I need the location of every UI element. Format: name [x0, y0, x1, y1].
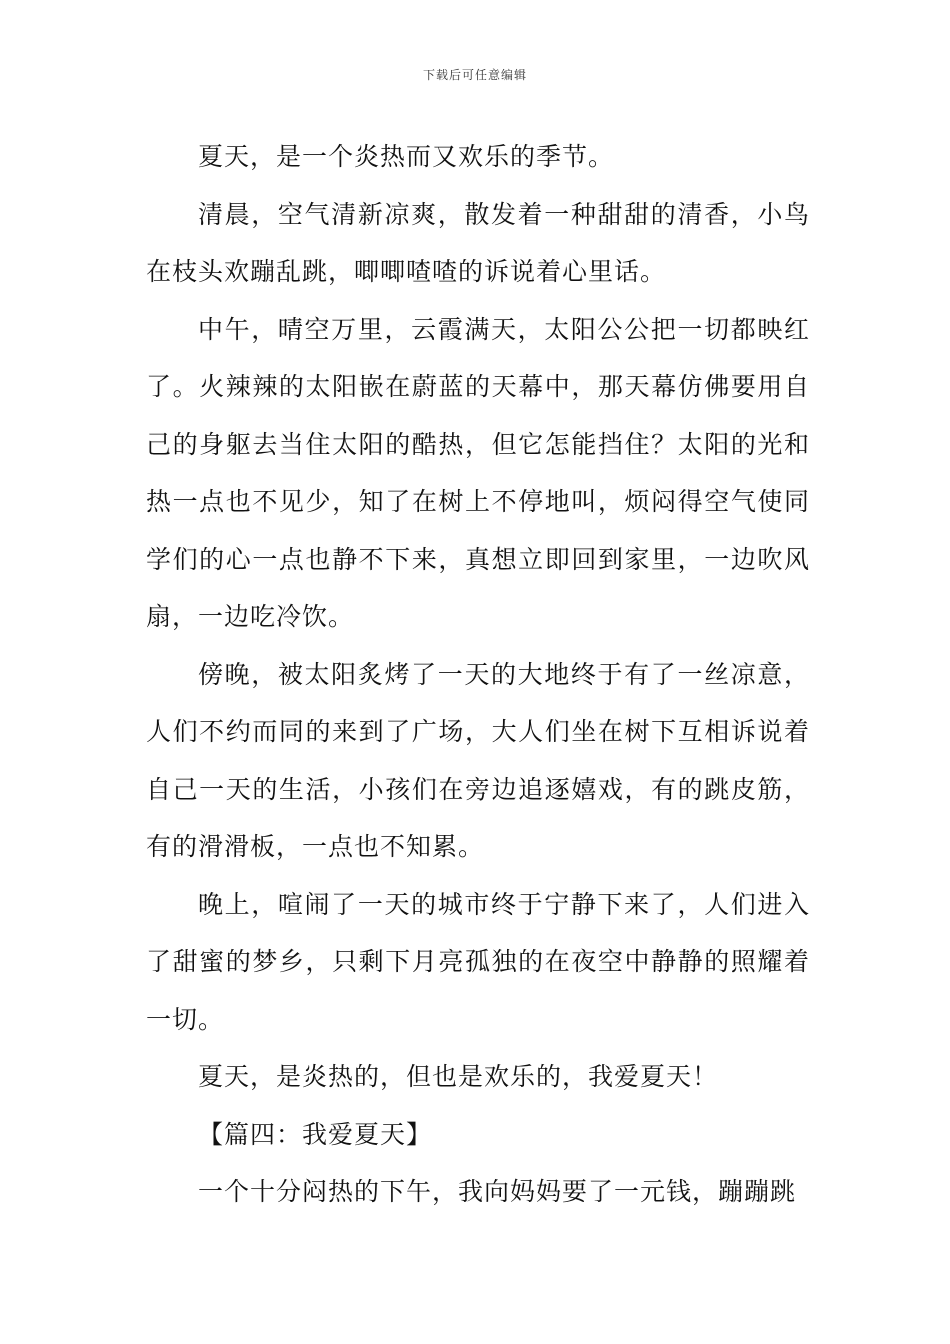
paragraph-7: 一个十分闷热的下午，我向妈妈要了一元钱，蹦蹦跳	[198, 1177, 797, 1206]
document-body	[146, 128, 810, 1221]
paragraph-5: 晚上，喧闹了一天的城市终于宁静下来了，人们进入了甜蜜的梦乡，只剩下月亮孤独的在夜空中静静的照耀着一切。	[146, 889, 810, 1034]
paragraph-1: 夏天，是一个炎热而又欢乐的季节。	[198, 142, 615, 171]
section-heading: 【篇四：我爱夏天】	[198, 1119, 433, 1149]
paragraph-2: 清晨，空气清新凉爽，散发着一种甜甜的清香，小鸟在枝头欢蹦乱跳，唧唧喳喳的诉说着心里话。	[146, 199, 810, 286]
paragraph-3: 中午，晴空万里，云霞满天，太阳公公把一切都映红了。火辣辣的太阳嵌在蔚蓝的天幕中，那天幕仿佛要用自己的身躯去当住太阳的酷热，但它怎能挡住？太阳的光和热一点也不见少，知了在树上不停地叫，烦闷得空气使同学们的心一点也静不下来，真想立即回到家里，一边吹风扇，一边吃冷饮。	[146, 314, 810, 631]
paragraph-6: 夏天，是炎热的，但也是欢乐的，我爱夏天！	[198, 1062, 719, 1091]
page-header-note: 下载后可任意编辑	[422, 68, 527, 82]
paragraph-4: 傍晚，被太阳炙烤了一天的大地终于有了一丝凉意，人们不约而同的来到了广场，大人们坐在树下互相诉说着自己一天的生活，小孩们在旁边追逐嬉戏，有的跳皮筋，有的滑滑板，一点也不知累。	[146, 659, 810, 861]
